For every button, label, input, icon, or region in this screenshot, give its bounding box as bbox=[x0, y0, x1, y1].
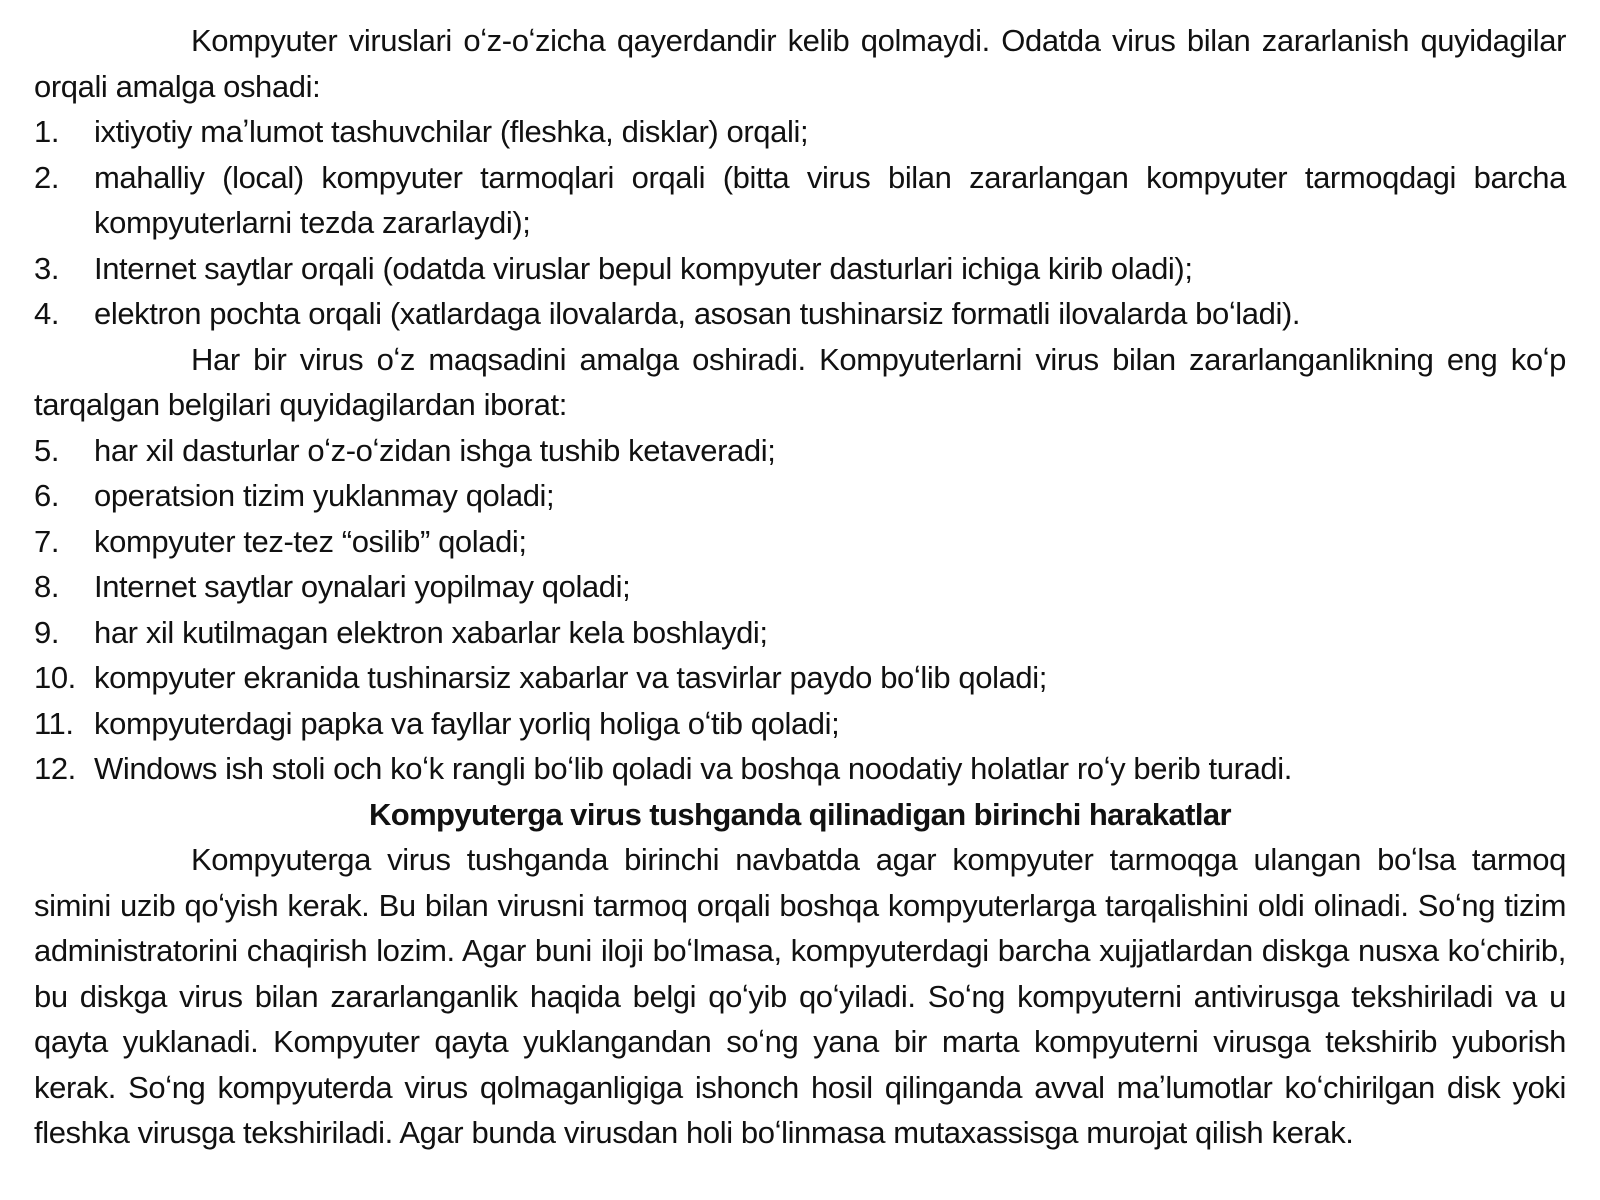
list-item bbox=[34, 701, 1566, 747]
list-item bbox=[34, 109, 1566, 155]
list-item bbox=[34, 564, 1566, 610]
list-item-number: 11. bbox=[34, 705, 74, 741]
list-item-text: operatsion tizim yuklanmay qoladi; bbox=[94, 478, 555, 513]
list-item-number: 9. bbox=[34, 614, 60, 650]
list-item-number: 10. bbox=[34, 660, 76, 695]
list-item-number: 6. bbox=[34, 478, 60, 513]
list-item-text: kompyuter tez-tez “osilib” qoladi; bbox=[94, 523, 527, 559]
list-item bbox=[34, 291, 1566, 337]
list-item-number: 7. bbox=[34, 523, 60, 559]
list-item bbox=[34, 473, 1566, 519]
list-item-text: har xil kutilmagan elektron xabarlar kela boshlaydi; bbox=[94, 614, 768, 650]
symptoms-paragraph: Har bir virus oʻz maqsadini amalga oshiradi. Kompyuterlarni virus bilan zararlanganlikning eng koʻp tarqalgan belgilari quyidagilardan iborat: bbox=[34, 341, 1566, 422]
list-item bbox=[34, 519, 1566, 565]
list-item bbox=[34, 655, 1566, 701]
list-item-text: har xil dasturlar oʻz-oʻzidan ishga tushib ketaveradi; bbox=[94, 432, 776, 468]
list-item bbox=[34, 610, 1566, 656]
list-item-number: 4. bbox=[34, 296, 60, 331]
list-item bbox=[34, 746, 1566, 792]
infection-symptoms-list bbox=[34, 428, 1566, 792]
first-actions-paragraph: Kompyuterga virus tushganda birinchi navbatda agar kompyuter tarmoqga ulangan boʻlsa tarmoq simini uzib qoʻyish kerak. Bu bilan virusni tarmoq orqali boshqa kompyuterlarga tarqalishini oldi olinadi. Soʻng tizim administratorini chaqirish lozim. Agar buni iloji boʻlmasa, kompyuterdagi barcha xujjatlardan diskga nusxa koʻchirib, bu diskga virus bilan zararlanganlik haqida belgi qoʻyib qoʻyiladi. Soʻng kompyuterni antivirusga tekshiriladi va u qayta yuklanadi. Kompyuter qayta yuklangandan soʻng yana bir marta kompyuterni virusga tekshirib yuborish kerak. Soʻng kompyuterda virus qolmaganligiga ishonch hosil qilinganda avval maʼlumotlar koʻchirilgan disk yoki fleshka virusga tekshiriladi. Agar bunda virusdan holi boʻlinmasa mutaxassisga murojat qilish kerak. bbox=[34, 842, 1566, 1150]
list-item-text: kompyuter ekranida tushinarsiz xabarlar va tasvirlar paydo boʻlib qoladi; bbox=[94, 660, 1047, 695]
list-item-number: 5. bbox=[34, 432, 60, 468]
list-item-number: 8. bbox=[34, 569, 60, 604]
list-item-text: kompyuterdagi papka va fayllar yorliq holiga oʻtib qoladi; bbox=[94, 705, 840, 741]
intro-paragraph: Kompyuter viruslari oʻz-oʻzicha qayerdandir kelib qolmaydi. Odatda virus bilan zararlanish quyidagilar orqali amalga oshadi: bbox=[34, 23, 1566, 104]
section-heading: Kompyuterga virus tushganda qilinadigan birinchi harakatlar bbox=[368, 796, 1232, 832]
list-item-number: 1. bbox=[34, 114, 60, 149]
list-item-text: Internet saytlar oynalari yopilmay qoladi; bbox=[94, 569, 631, 604]
list-item-text: Internet saytlar orqali (odatda viruslar bepul kompyuter dasturlari ichiga kirib oladi); bbox=[94, 250, 1193, 286]
list-item-text: mahalliy (local) kompyuter tarmoqlari orqali (bitta virus bilan zararlangan kompyuter tarmoqdagi barcha kompyuterlarni tezda zararlaydi); bbox=[94, 159, 1566, 240]
list-item-number: 2. bbox=[34, 159, 60, 195]
list-item-text: Windows ish stoli och koʻk rangli boʻlib qoladi va boshqa noodatiy holatlar roʻy berib turadi. bbox=[94, 751, 1292, 786]
list-item-text: elektron pochta orqali (xatlardaga ilovalarda, asosan tushinarsiz formatli ilovalarda boʻladi). bbox=[94, 296, 1301, 331]
list-item-text: ixtiyotiy maʼlumot tashuvchilar (fleshka, disklar) orqali; bbox=[94, 114, 809, 149]
list-item bbox=[34, 428, 1566, 474]
list-item-number: 12. bbox=[34, 751, 76, 786]
list-item bbox=[34, 155, 1566, 246]
list-item bbox=[34, 246, 1566, 292]
list-item-number: 3. bbox=[34, 250, 60, 286]
infection-sources-list bbox=[34, 109, 1566, 337]
